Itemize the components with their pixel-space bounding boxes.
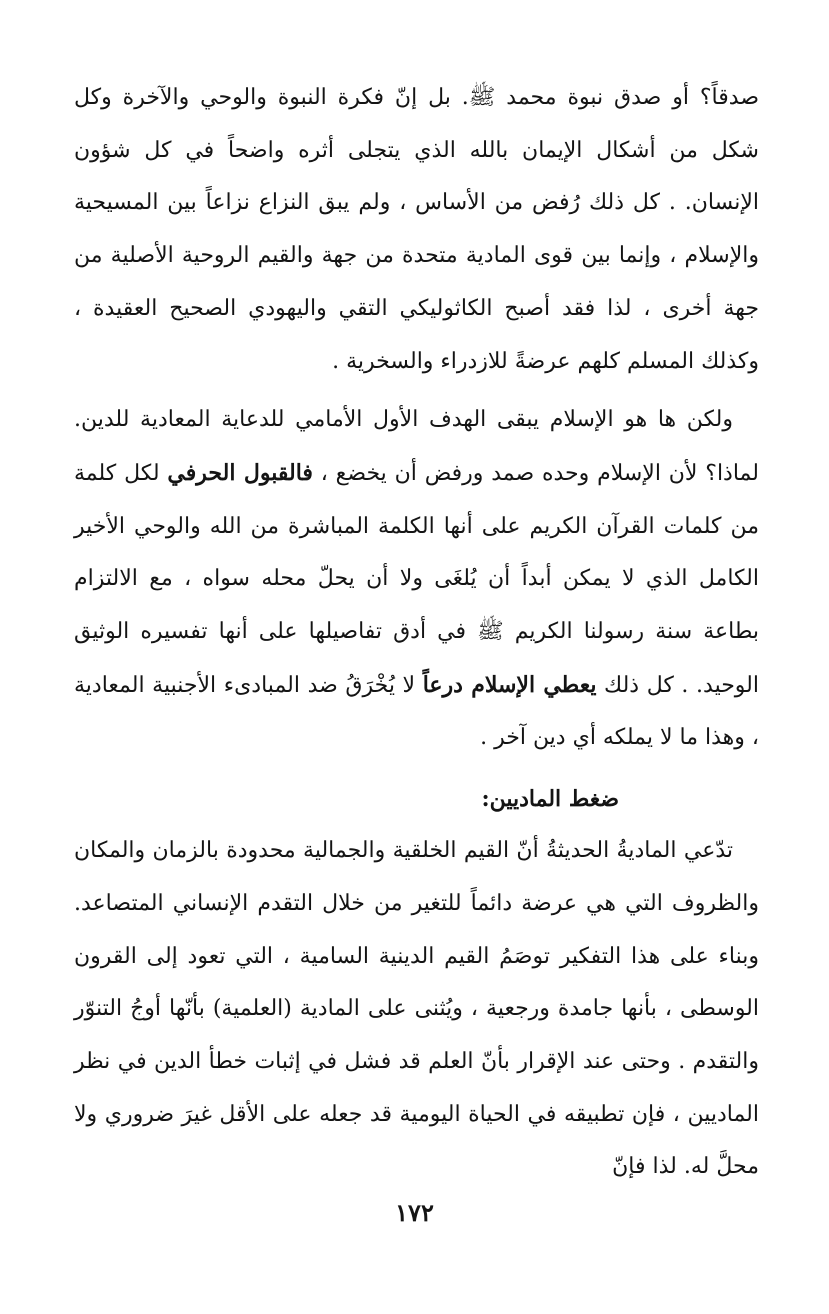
page-body bbox=[74, 72, 759, 1194]
emphasis-islam-shield: يعطي الإسلام درعاً bbox=[422, 671, 597, 698]
paragraph-2-text-c: لا يُخْرَقُ ضد المبادىء الأجنبية المعادية ، وهذا ما لا يملكه أي دين آخر . bbox=[74, 672, 759, 751]
emphasis-literal-acceptance: فالقبول الحرفي bbox=[167, 459, 313, 486]
paragraph-1: صدقاً؟ أو صدق نبوة محمد ﷺ. بل إنّ فكرة النبوة والوحي والآخرة وكل شكل من أشكال الإيمان بالله الذي يتجلى أثره واضحاً في كل شؤون الإنسان. . كل ذلك رُفض من الأساس ، ولم يبق النزاع نزاعاً بين المسيحية والإسلام ، وإنما بين قوى المادية متحدة من جهة والقيم الروحية الأصلية من جهة أخرى ، لذا فقد أصبح الكاثوليكي التقي واليهودي الصحيح العقيدة ، وكذلك المسلم كلهم عرضةً للازدراء والسخرية . bbox=[74, 85, 759, 374]
paragraph-3: تدّعي الماديةُ الحديثةُ أنّ القيم الخلقية والجمالية محدودة بالزمان والمكان والظروف التي هي عرضة دائماً للتغير من خلال التقدم الإنساني المتصاعد. وبناء على هذا التفكير توصَمُ القيم الدينية السامية ، التي تعود إلى القرون الوسطى ، بأنها جامدة ورجعية ، ويُثنى على المادية (العلمية) بأنّها أوجُ التنوّر والتقدم . وحتى عند الإقرار بأنّ العلم قد فشل في إثبات خطأ الدين في نظر الماديين ، فإن تطبيقه في الحياة اليومية قد جعله على الأقل غيرَ ضروري ولا محلَّ له. لذا فإنّ bbox=[74, 838, 759, 1180]
page-number: ١٧٢ bbox=[395, 1198, 434, 1227]
paragraph-2-text-b: لكل كلمة من كلمات القرآن الكريم على أنها الكلمة المباشرة من الله والوحي الأخير الكامل الذي لا يمكن أبداً أن يُلغَى ولا أن يحلّ محله سواه ، مع الالتزام بطاعة سنة رسولنا الكريم ﷺ في أدق تفاصيلها على أنها تفسيره الوثيق الوحيد. . كل ذلك bbox=[74, 460, 759, 698]
paragraph-2-text-a: ولكن ها هو الإسلام يبقى الهدف الأول الأمامي للدعاية المعادية للدين. لماذا؟ لأن الإسلام وحده صمد ورفض أن يخضع ، bbox=[74, 407, 759, 486]
paragraph-2 bbox=[74, 394, 759, 765]
section-heading: ضغط الماديين: bbox=[481, 786, 619, 813]
